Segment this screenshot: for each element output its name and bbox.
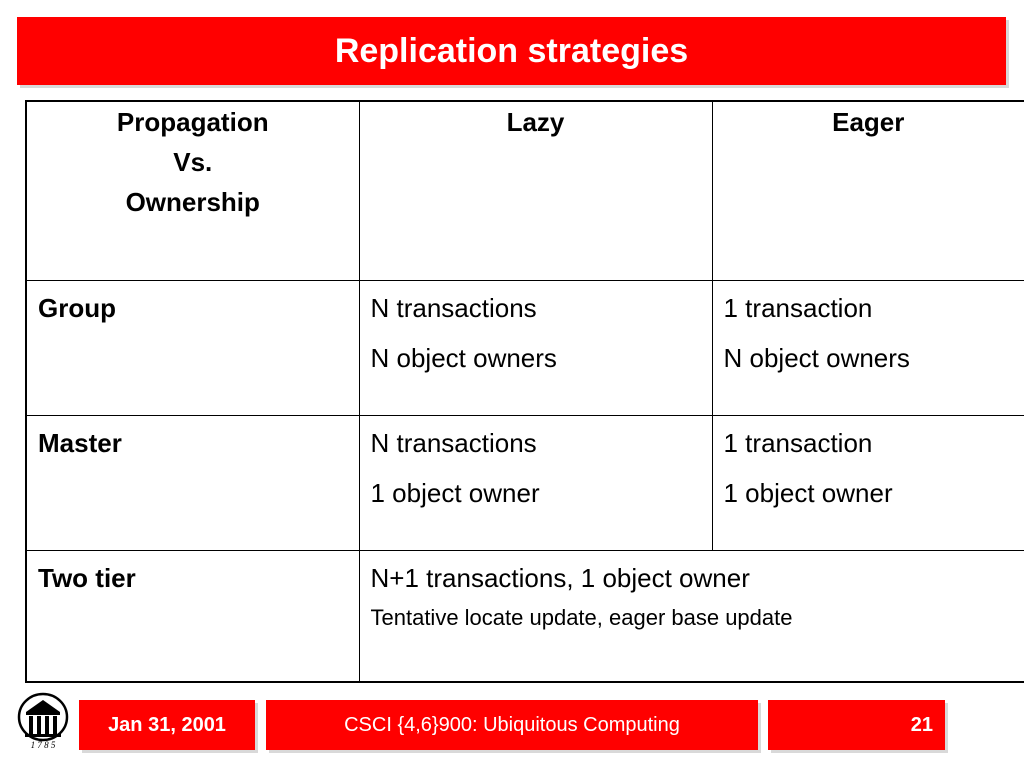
- table-row-two-tier: [26, 551, 1024, 683]
- row-label: Group: [26, 281, 359, 416]
- slide-title: Replication strategies: [334, 31, 689, 70]
- cell-line: N object owners: [370, 343, 557, 373]
- header-corner-line: Vs.: [173, 147, 213, 177]
- table-cell-merged: [359, 551, 1024, 683]
- cell-line: N+1 transactions, 1 object owner: [370, 563, 750, 593]
- cell-line: 1 object owner: [723, 478, 893, 508]
- footer-course: CSCI {4,6}900: Ubiquitous Computing: [344, 713, 680, 736]
- footer-page-number: 21: [910, 713, 933, 736]
- table-cell: [359, 416, 712, 551]
- svg-text:1 7 8 5: 1 7 8 5: [30, 740, 56, 750]
- university-arch-logo-icon: [14, 690, 72, 750]
- cell-line: N object owners: [723, 343, 910, 373]
- footer-course-box: [266, 700, 758, 750]
- replication-strategies-table: [25, 100, 1024, 683]
- cell-line: N transactions: [370, 428, 537, 458]
- table-cell: [712, 416, 1024, 551]
- table-row: [26, 416, 1024, 551]
- cell-subline: Tentative locate update, eager base update: [370, 605, 793, 630]
- header-eager-label: Eager: [832, 107, 905, 137]
- row-label: Two tier: [26, 551, 359, 683]
- table-cell: [712, 281, 1024, 416]
- header-corner-line: Propagation: [116, 107, 269, 137]
- header-eager-cell: [712, 101, 1024, 281]
- cell-line: N transactions: [370, 293, 537, 323]
- slide-title-bar: [17, 17, 1006, 85]
- table-header-row: [26, 101, 1024, 281]
- cell-line: 1 transaction: [723, 293, 873, 323]
- footer-page-box: [768, 700, 945, 750]
- row-label: Master: [26, 416, 359, 551]
- header-corner-cell: [26, 101, 359, 281]
- table-row: [26, 281, 1024, 416]
- header-lazy-cell: [359, 101, 712, 281]
- cell-line: 1 transaction: [723, 428, 873, 458]
- footer-date-box: [79, 700, 255, 750]
- header-lazy-label: Lazy: [506, 107, 565, 137]
- footer-date: Jan 31, 2001: [108, 713, 226, 736]
- cell-line: 1 object owner: [370, 478, 540, 508]
- header-corner-line: Ownership: [125, 187, 260, 217]
- table-cell: [359, 281, 712, 416]
